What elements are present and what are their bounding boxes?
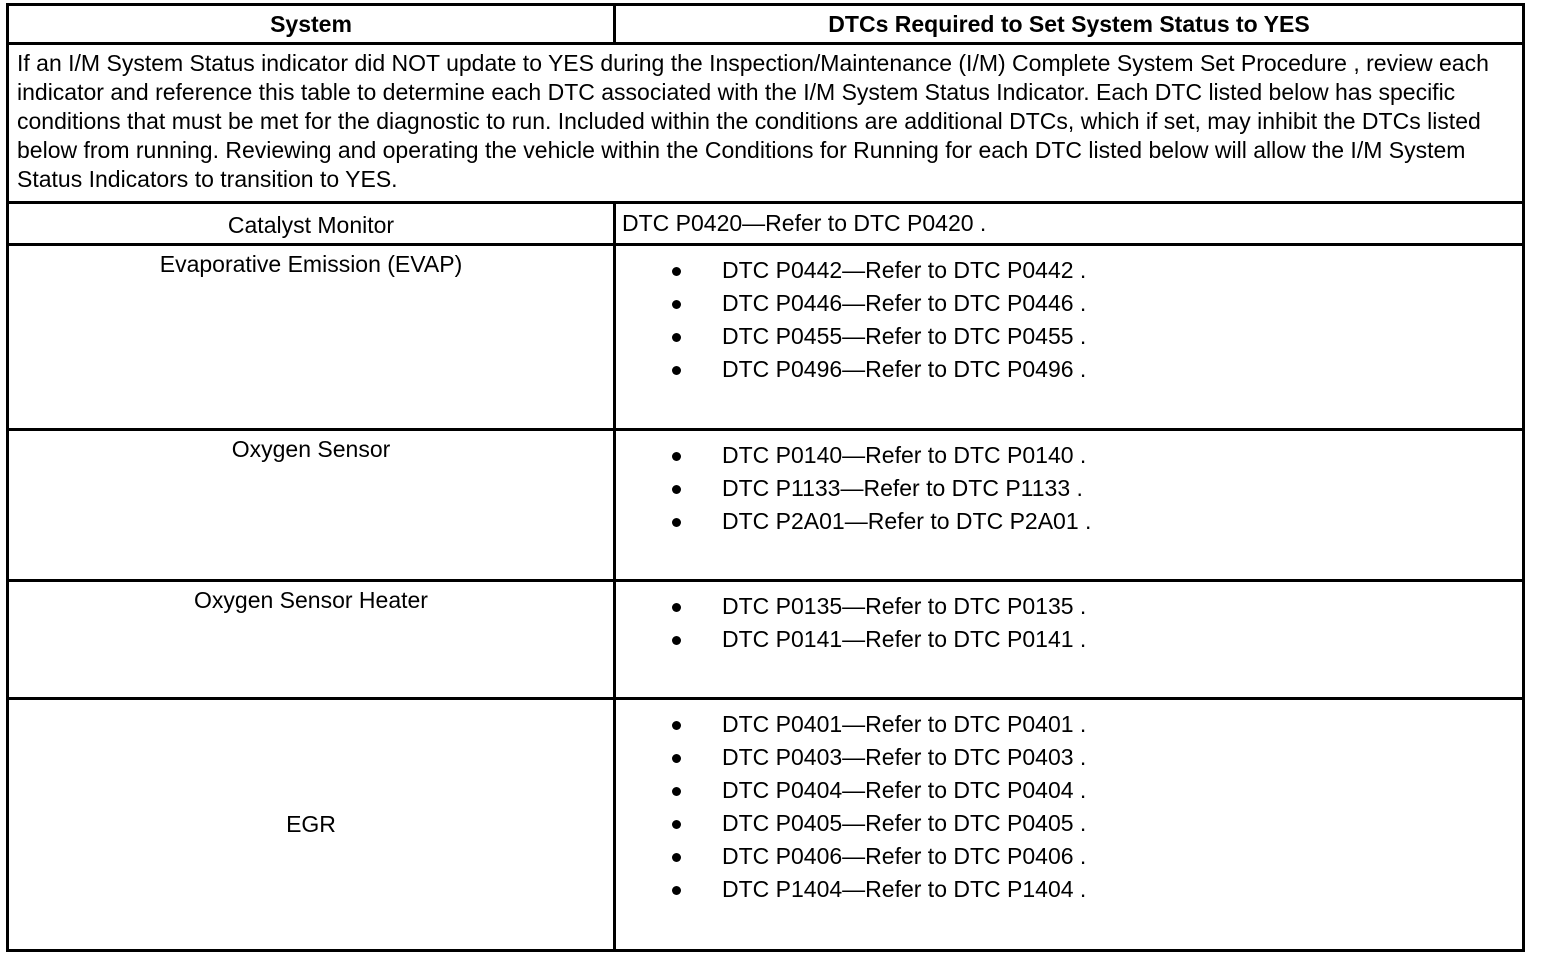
dtc-cell	[615, 581, 1524, 699]
list-item	[616, 320, 1522, 353]
dtc-text: DTC P0401—Refer to DTC P0401 .	[722, 711, 1087, 737]
bullet-icon	[672, 636, 681, 645]
system-cell: Oxygen Sensor	[8, 430, 615, 581]
intro-row	[8, 44, 1524, 203]
dtc-text: DTC P2A01—Refer to DTC P2A01 .	[722, 508, 1092, 534]
dtc-text: DTC P0496—Refer to DTC P0496 .	[722, 356, 1087, 382]
bullet-icon	[672, 366, 681, 375]
bullet-icon	[672, 754, 681, 763]
bullet-icon	[672, 787, 681, 796]
table-row-oxygen-sensor	[8, 430, 1524, 581]
dtc-text: DTC P0140—Refer to DTC P0140 .	[722, 442, 1087, 468]
dtc-text: DTC P0403—Refer to DTC P0403 .	[722, 744, 1087, 770]
dtc-text: DTC P0141—Refer to DTC P0141 .	[722, 626, 1087, 652]
bullet-icon	[672, 886, 681, 895]
dtc-list	[616, 246, 1522, 386]
dtc-text: DTC P1404—Refer to DTC P1404 .	[722, 876, 1087, 902]
list-item	[616, 840, 1522, 873]
system-cell: Evaporative Emission (EVAP)	[8, 245, 615, 430]
list-item	[616, 472, 1522, 505]
table-row-catalyst	[8, 203, 1524, 245]
dtc-text: DTC P0442—Refer to DTC P0442 .	[722, 257, 1087, 283]
table-row-evap	[8, 245, 1524, 430]
list-item	[616, 353, 1522, 386]
dtc-text: DTC P0135—Refer to DTC P0135 .	[722, 593, 1087, 619]
header-row	[8, 5, 1524, 44]
list-item	[616, 505, 1522, 538]
dtc-text: DTC P0455—Refer to DTC P0455 .	[722, 323, 1087, 349]
table-row-oxygen-sensor-heater	[8, 581, 1524, 699]
bullet-icon	[672, 820, 681, 829]
bullet-icon	[672, 452, 681, 461]
bullet-icon	[672, 853, 681, 862]
dtc-text: DTC P0404—Refer to DTC P0404 .	[722, 777, 1087, 803]
bullet-icon	[672, 603, 681, 612]
table-row-egr	[8, 699, 1524, 951]
dtc-table	[6, 3, 1525, 952]
dtc-cell	[615, 699, 1524, 951]
list-item	[616, 439, 1522, 472]
list-item	[616, 873, 1522, 906]
list-item	[616, 708, 1522, 741]
intro-text: If an I/M System Status indicator did NOT update to YES during the Inspection/Maintenance (I/M) Complete System Set Procedure , review each indicator and reference this table to determine each DTC associated with the I/M System Status Indicator. Each DTC listed below has specific conditions that must be met for the diagnostic to run. Included within the conditions are additional DTCs, which if set, may inhibit the DTCs listed below from running. Reviewing and operating the vehicle within the Conditions for Running for each DTC listed below will allow the I/M System Status Indicators to transition to YES.	[8, 44, 1524, 203]
header-system: System	[8, 5, 615, 44]
list-item	[616, 807, 1522, 840]
dtc-list	[616, 582, 1522, 656]
bullet-icon	[672, 333, 681, 342]
system-cell: EGR	[8, 699, 615, 951]
dtc-text: DTC P1133—Refer to DTC P1133 .	[722, 475, 1083, 501]
bullet-icon	[672, 518, 681, 527]
list-item	[616, 623, 1522, 656]
list-item	[616, 590, 1522, 623]
system-cell: Catalyst Monitor	[8, 203, 615, 245]
bullet-icon	[672, 267, 681, 276]
list-item	[616, 774, 1522, 807]
bullet-icon	[672, 485, 681, 494]
dtc-list	[616, 700, 1522, 906]
bullet-icon	[672, 721, 681, 730]
header-dtcs: DTCs Required to Set System Status to YES	[615, 5, 1524, 44]
dtc-cell	[615, 245, 1524, 430]
dtc-cell	[615, 430, 1524, 581]
list-item	[616, 254, 1522, 287]
dtc-text: DTC P0406—Refer to DTC P0406 .	[722, 843, 1087, 869]
dtc-text: DTC P0405—Refer to DTC P0405 .	[722, 810, 1087, 836]
system-cell: Oxygen Sensor Heater	[8, 581, 615, 699]
bullet-icon	[672, 300, 681, 309]
dtc-cell: DTC P0420—Refer to DTC P0420 .	[615, 203, 1524, 245]
list-item	[616, 741, 1522, 774]
list-item	[616, 287, 1522, 320]
dtc-text: DTC P0446—Refer to DTC P0446 .	[722, 290, 1087, 316]
dtc-list	[616, 431, 1522, 538]
